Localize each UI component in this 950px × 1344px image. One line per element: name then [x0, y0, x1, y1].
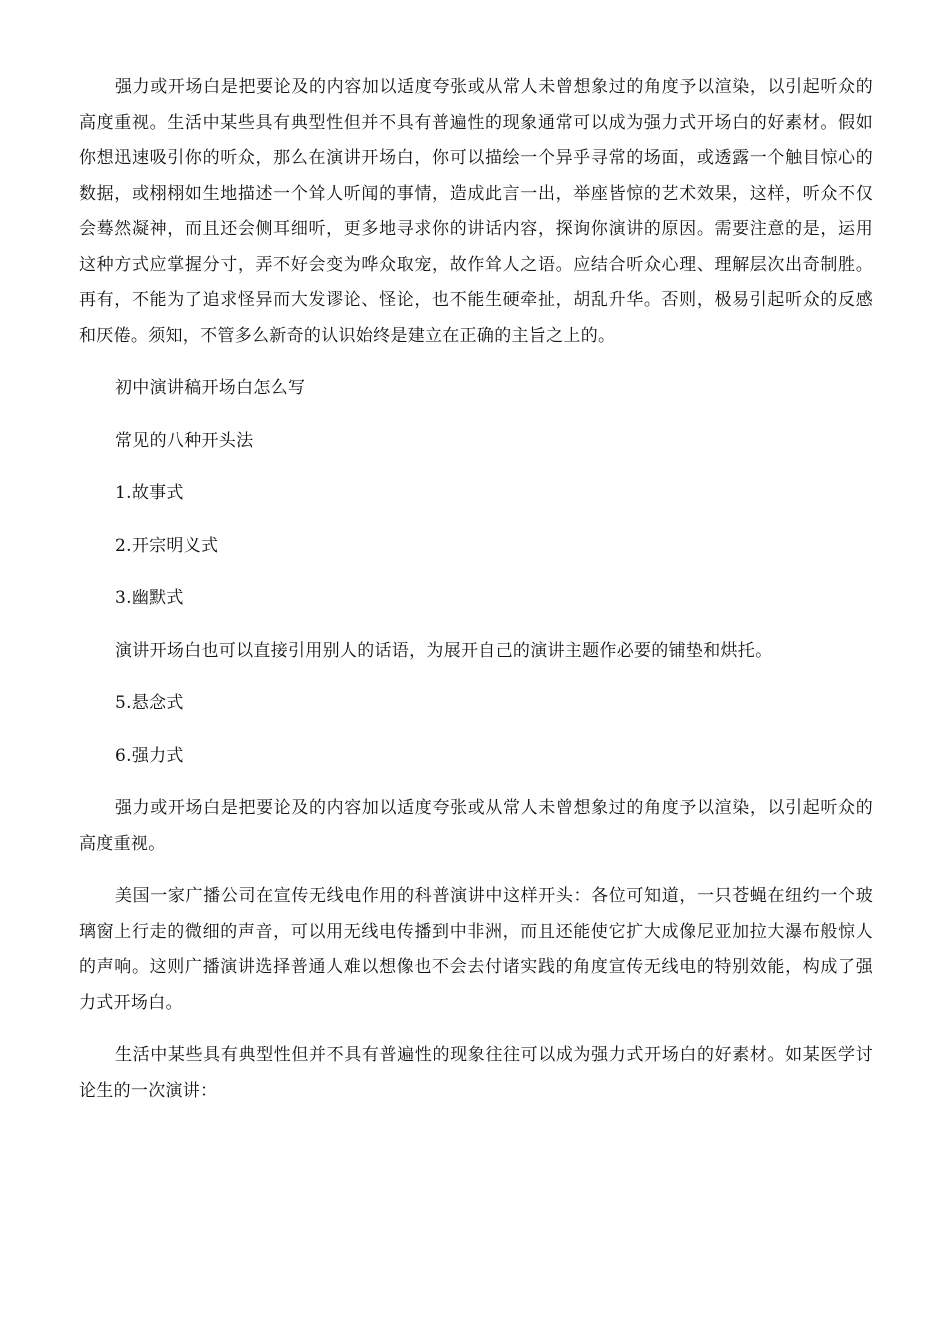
paragraph-intro: 强力或开场白是把要论及的内容加以适度夸张或从常人未曾想象过的角度予以渲染，以引起听众的高度重视。生活中某些具有典型性但并不具有普遍性的现象通常可以成为强力式开场白的好素材。假如你想迅速吸引你的听众，那么在演讲开场白，你可以描绘一个异乎寻常的场面，或透露一个触目惊心的数据，或栩栩如生地描述一个耸人听闻的事情，造成此言一出，举座皆惊的艺术效果，这样，听众不仅会蓦然凝神，而且还会侧耳细听，更多地寻求你的讲话内容，探询你演讲的原因。需要注意的是，运用这种方式应掌握分寸，弄不好会变为哗众取宠，故作耸人之语。应结合听众心理、理解层次出奇制胜。再有，不能为了追求怪异而大发谬论、怪论，也不能生硬牵扯，胡乱升华。否则，极易引起听众的反感和厌倦。须知，不管多么新奇的认识始终是建立在正确的主旨之上的。	[79, 77, 873, 346]
list-item-suspense: 5.悬念式	[115, 693, 184, 713]
paragraph-medical-example: 生活中某些具有典型性但并不具有普遍性的现象往往可以成为强力式开场白的好素材。如某医学讨论生的一次演讲：	[79, 1045, 873, 1101]
paragraph-heading-how-to-write: 初中演讲稿开场白怎么写	[115, 378, 306, 398]
list-item-forceful: 6.强力式	[115, 745, 184, 766]
list-item-story: 1.故事式	[115, 483, 184, 503]
document-body	[79, 70, 873, 1126]
paragraph-radio-example: 美国一家广播公司在宣传无线电作用的科普演讲中这样开头：各位可知道，一只苍蝇在纽约一个玻璃窗上行走的微细的声音，可以用无线电传播到中非洲，而且还能使它扩大成像尼亚加拉大瀑布般惊人的声响。这则广播演讲选择普通人难以想像也不会去付诸实践的角度宣传无线电的特别效能，构成了强力式开场白。	[79, 886, 873, 1013]
list-item-direct: 2.开宗明义式	[115, 535, 219, 556]
list-item-humor: 3.幽默式	[115, 588, 184, 608]
paragraph-heading-eight-methods: 常见的八种开头法	[115, 430, 254, 451]
paragraph-quote-method: 演讲开场白也可以直接引用别人的话语，为展开自己的演讲主题作必要的铺垫和烘托。	[115, 640, 773, 661]
paragraph-forceful-definition: 强力或开场白是把要论及的内容加以适度夸张或从常人未曾想象过的角度予以渲染，以引起听众的高度重视。	[79, 798, 873, 854]
